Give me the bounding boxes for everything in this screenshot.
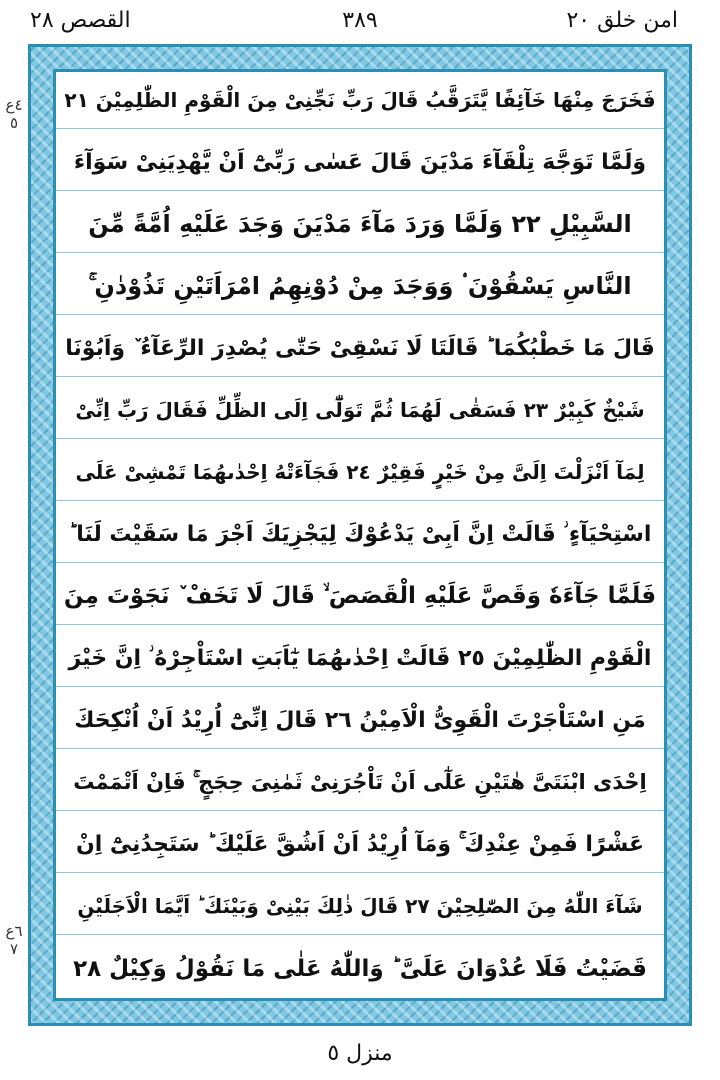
verse-lines xyxy=(56,72,664,998)
verse-line-5: قَالَ مَا خَطْبُكُمَا ؕ قَالَتَا لَا نَسْقِىْ حَتّٰى يُصْدِرَ الرِّعَآءُ ٚ وَاَبُوْنَا xyxy=(56,320,664,377)
verse-line-9: فَلَمَّا جَآءَهٗ وَقَصَّ عَلَيْهِ الْقَصَصَ ۙ قَالَ لَا تَخَفْ ٚ نَجَوْتَ مِنَ xyxy=(56,568,664,625)
page-number: ٣٨٩ xyxy=(342,8,378,33)
page-header xyxy=(0,0,720,44)
verse-line-1: فَخَرَجَ مِنْهَا خَآئِفًا يَّتَرَقَّبُ قَالَ رَبِّ نَجِّنِىْ مِنَ الْقَوْمِ الظّٰلِمِيْنَ ٢١ xyxy=(56,72,664,129)
surah-name: القصص ٢٨ xyxy=(30,8,131,33)
verse-line-11: مَنِ اسْتَاْجَرْتَ الْقَوِىُّ الْاَمِيْنُ ٢٦ قَالَ اِنِّىْٓ اُرِيْدُ اَنْ اُنْكِحَكَ xyxy=(56,692,664,749)
verse-line-10: الْقَوْمِ الظّٰلِمِيْنَ ٢٥ قَالَتْ اِحْدٰىهُمَا يٰٓاَبَتِ اسْتَاْجِرْهُ ؗ اِنَّ خَيْرَ xyxy=(56,630,664,687)
ruku-marker-top: ٤ع ٥ xyxy=(5,96,23,132)
verse-line-14: شَآءَ اللّٰهُ مِنَ الصّٰلِحِيْنَ ٢٧ قَالَ ذٰلِكَ بَيْنِىْ وَبَيْنَكَ ؕ اَيَّمَا الْاَجَلَيْنِ xyxy=(56,878,664,935)
verse-line-13: عَشْرًا فَمِنْ عِنْدِكَ ۚ وَمَآ اُرِيْدُ اَنْ اَشُقَّ عَلَيْكَ ؕ سَتَجِدُنِىْٓ اِنْ xyxy=(56,816,664,873)
verse-line-6: شَيْخٌ كَبِيْرٌ ٢٣ فَسَقٰى لَهُمَا ثُمَّ تَوَلّٰٓى اِلَى الظِّلِّ فَقَالَ رَبِّ اِنِّىْ xyxy=(56,382,664,439)
verse-line-3: السَّبِيْلِ ٢٢ وَلَمَّا وَرَدَ مَآءَ مَدْيَنَ وَجَدَ عَلَيْهِ اُمَّةً مِّنَ xyxy=(56,196,664,253)
verse-line-4: النَّاسِ يَسْقُوْنَ ۟ وَوَجَدَ مِنْ دُوْنِهِمُ امْرَاَتَيْنِ تَذُوْدٰنِ ۚ xyxy=(56,258,664,315)
ruku-marker-bottom: ٦ع ٧ xyxy=(5,922,23,958)
verse-line-8: اسْتِحْيَآءٍ ؗ قَالَتْ اِنَّ اَبِىْ يَدْعُوْكَ لِيَجْزِيَكَ اَجْرَ مَا سَقَيْتَ لَنَا ؕ xyxy=(56,506,664,563)
juz-name: امن خلق ٢٠ xyxy=(566,8,678,33)
verse-line-7: لِمَآ اَنْزَلْتَ اِلَىَّ مِنْ خَيْرٍ فَقِيْرٌ ٢٤ فَجَآءَتْهُ اِحْدٰىهُمَا تَمْشِىْ عَلَى xyxy=(56,444,664,501)
text-panel xyxy=(53,69,667,1001)
verse-line-15: قَضَيْتُ فَلَا عُدْوَانَ عَلَىَّ ؕ وَاللّٰهُ عَلٰى مَا نَقُوْلُ وَكِيْلٌ ٢٨ xyxy=(73,955,647,982)
verse-line-2: وَلَمَّا تَوَجَّهَ تِلْقَآءَ مَدْيَنَ قَالَ عَسٰى رَبِّىْٓ اَنْ يَّهْدِيَنِىْ سَوَآءَ xyxy=(56,134,664,191)
verse-line-12: اِحْدَى ابْنَتَىَّ هٰتَيْنِ عَلٰٓى اَنْ تَاْجُرَنِىْ ثَمٰنِىَ حِجَجٍ ۚ فَاِنْ اَتْمَمْتَ xyxy=(56,754,664,811)
manzil-footer: منزل ٥ xyxy=(327,1041,393,1066)
ornamental-border xyxy=(28,44,692,1026)
